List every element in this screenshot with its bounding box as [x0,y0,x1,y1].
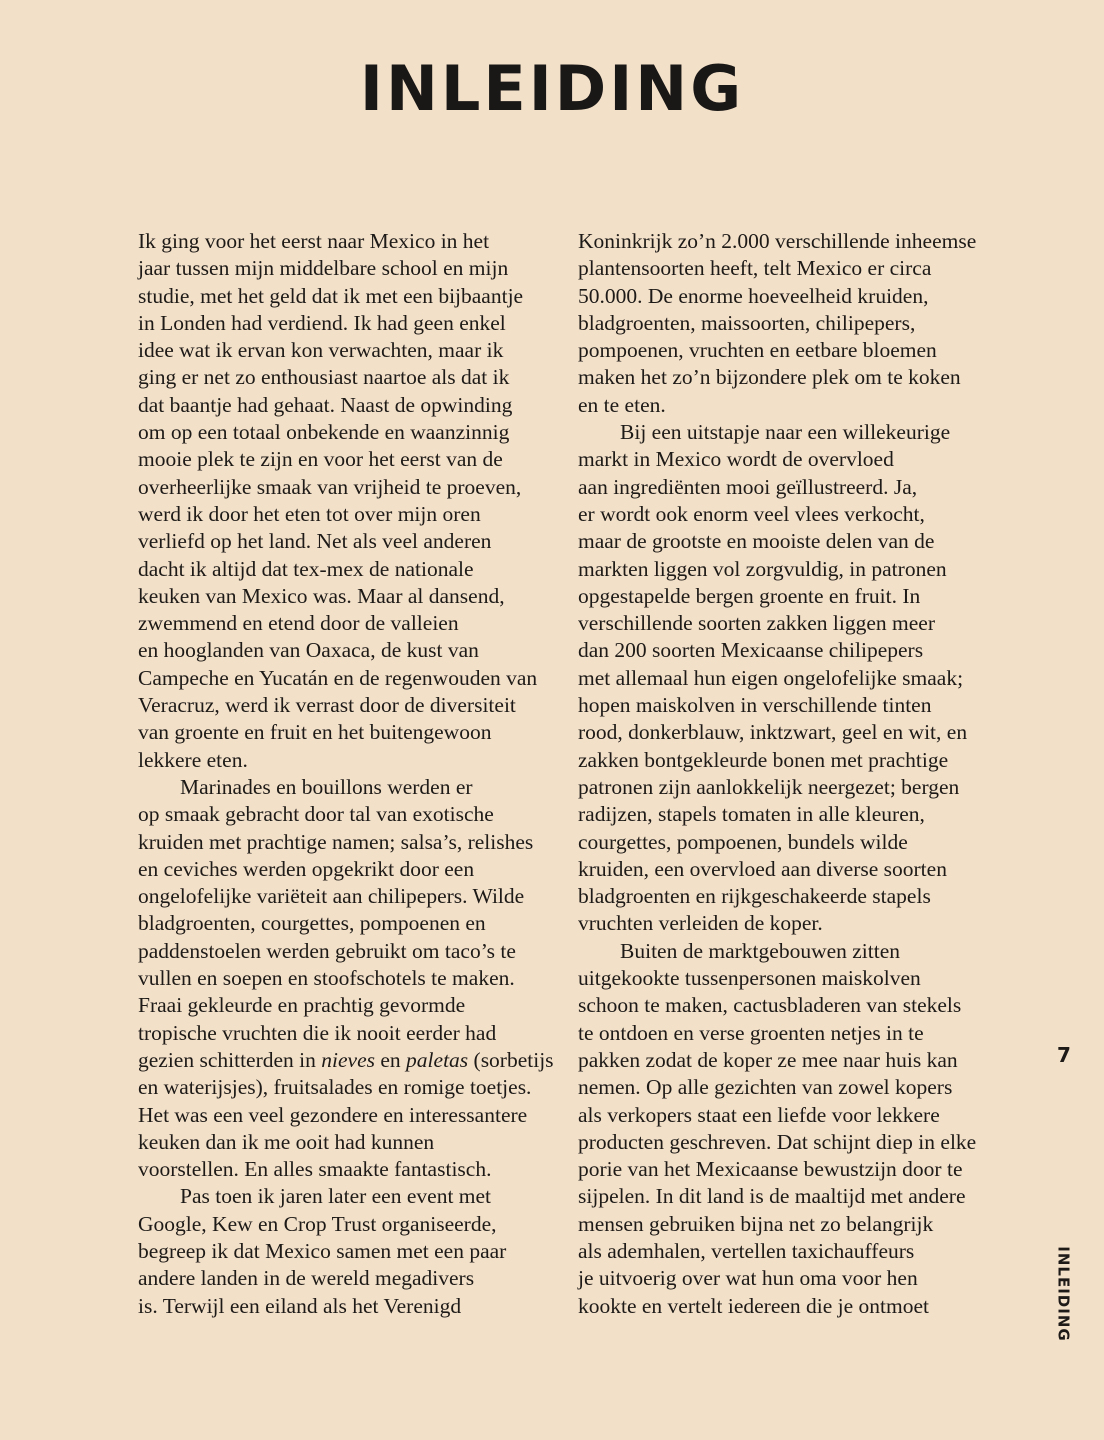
text-line: dacht ik altijd dat tex-mex de nationale [138,556,474,581]
text-line: keuken dan ik me ooit had kunnen [138,1129,435,1154]
text-line: 50.000. De enorme hoeveelheid kruiden, [578,283,929,308]
text-line: tropische vruchten die ik nooit eerder had [138,1020,497,1045]
text-line: jaar tussen mijn middelbare school en mijn [138,256,509,281]
text-line: nemen. Op alle gezichten van zowel kopers [578,1075,953,1100]
body-column-right [578,228,1018,1320]
text-line: te ontdoen en verse groenten netjes in te [578,1020,924,1045]
page-number: 7 [1057,1043,1071,1067]
text-line: begreep ik dat Mexico samen met een paar [138,1238,507,1263]
paragraph-start-line: Marinades en bouillons werden er [180,774,473,799]
text-line: rood, donkerblauw, inktzwart, geel en wit, en [578,720,968,745]
text-line: patronen zijn aanlokkelijk neergezet; bergen [578,774,960,799]
text-line: bladgroenten, courgettes, pompoenen en [138,911,486,936]
text-line: Ik ging voor het eerst naar Mexico in het [138,229,490,253]
text-line: overheerlijke smaak van vrijheid te proeven, [138,474,522,499]
text-line: dat baantje had gehaat. Naast de opwinding [138,392,513,417]
text-line: is. Terwijl een eiland als het Verenigd [138,1293,462,1318]
text-line-with-italics [138,1047,578,1074]
text-line: vullen en soepen en stoofschotels te maken. [138,966,515,991]
text-line: opgestapelde bergen groente en fruit. In [578,583,921,608]
italic-term: paletas [406,1047,469,1072]
text-line: Het was een veel gezondere en interessantere [138,1102,528,1127]
text-line: maar de grootste en mooiste delen van de [578,529,935,554]
text-line: Campeche en Yucatán en de regenwouden van [138,665,538,690]
text-line: in Londen had verdiend. Ik had geen enkel [138,310,506,335]
text-line: maken het zo’n bijzondere plek om te koken [578,365,961,390]
page-title: INLEIDING [359,52,745,125]
text-segment: gezien schitterden in [138,1047,322,1072]
text-line: kookte en vertelt iedereen die je ontmoet [578,1293,930,1318]
italic-term: nieves [321,1047,375,1072]
text-line: Koninkrijk zo’n 2.000 verschillende inheemse [578,229,977,253]
text-line: voorstellen. En alles smaakte fantastisch. [138,1157,492,1182]
paragraph-start-line: Pas toen ik jaren later een event met [180,1184,492,1209]
text-segment: en [375,1047,407,1072]
text-line: idee wat ik ervan kon verwachten, maar ik [138,338,504,363]
text-line: mensen gebruiken bijna net zo belangrijk [578,1211,934,1236]
text-line: Fraai gekleurde en prachtig gevormde [138,993,466,1018]
text-line: als ademhalen, vertellen taxichauffeurs [578,1238,915,1263]
text-line: er wordt ook enorm veel vlees verkocht, [578,501,925,526]
text-line: keuken van Mexico was. Maar al dansend, [138,583,505,608]
text-line: andere landen in de wereld megadivers [138,1266,475,1291]
text-line: ongelofelijke variëteit aan chilipepers. Wilde [138,884,525,909]
text-line: bladgroenten, maissoorten, chilipepers, [578,310,916,335]
text-line: met allemaal hun eigen ongelofelijke smaak; [578,665,964,690]
text-line: studie, met het geld dat ik met een bijbaantje [138,283,524,308]
text-line: plantensoorten heeft, telt Mexico er circa [578,256,932,281]
text-line: producten geschreven. Dat schijnt diep in elke [578,1129,977,1154]
text-line: je uitvoerig over wat hun oma voor hen [578,1266,918,1291]
text-line: hopen maiskolven in verschillende tinten [578,693,932,718]
text-line: markten liggen vol zorgvuldig, in patronen [578,556,947,581]
text-line: Google, Kew en Crop Trust organiseerde, [138,1211,497,1236]
text-line: zakken bontgekleurde bonen met prachtige [578,747,949,772]
text-line: markt in Mexico wordt de overvloed [578,447,894,472]
text-line: mooie plek te zijn en voor het eerst van de [138,447,503,472]
text-line: Veracruz, werd ik verrast door de diversiteit [138,693,516,718]
paragraph-start-line: Bij een uitstapje naar een willekeurige [620,420,951,445]
text-line: porie van het Mexicaanse bewustzijn door te [578,1157,963,1182]
body-column-left [138,228,578,1320]
text-line: paddenstoelen werden gebruikt om taco’s te [138,938,516,963]
text-line: verschillende soorten zakken liggen meer [578,611,935,636]
text-line: kruiden, een overvloed aan diverse soorten [578,856,947,881]
text-line: en waterijsjes), fruitsalades en romige toetjes. [138,1075,532,1100]
running-head [1040,1244,1088,1344]
text-line: verliefd op het land. Net als veel anderen [138,529,492,554]
text-line: bladgroenten en rijkgeschakeerde stapels [578,884,931,909]
text-line: sijpelen. In dit land is de maaltijd met andere [578,1184,966,1209]
text-line: radijzen, stapels tomaten in alle kleuren, [578,802,925,827]
text-segment: (sorbetijs [468,1047,554,1072]
text-line: om op een totaal onbekende en waanzinnig [138,420,510,445]
text-line: en ceviches werden opgekrikt door een [138,856,475,881]
text-line: en te eten. [578,392,666,417]
text-line: lekkere eten. [138,747,248,772]
text-line: zwemmend en etend door de valleien [138,611,459,636]
text-line: kruiden met prachtige namen; salsa’s, relishes [138,829,534,854]
text-line: pakken zodat de koper ze mee naar huis kan [578,1047,958,1072]
paragraph-start-line: Buiten de marktgebouwen zitten [620,938,901,963]
running-head-text: INLEIDING [1055,1246,1074,1342]
text-line: vruchten verleiden de koper. [578,911,823,936]
text-line: als verkopers staat een liefde voor lekkere [578,1102,940,1127]
text-line: aan ingrediënten mooi geïllustreerd. Ja, [578,474,918,499]
text-line: ging er net zo enthousiast naartoe als dat ik [138,365,510,390]
text-line: pompoenen, vruchten en eetbare bloemen [578,338,937,363]
text-line: schoon te maken, cactusbladeren van stekels [578,993,962,1018]
text-line: dan 200 soorten Mexicaanse chilipepers [578,638,924,663]
text-line: op smaak gebracht door tal van exotische [138,802,494,827]
text-line: courgettes, pompoenen, bundels wilde [578,829,908,854]
text-line: werd ik door het eten tot over mijn oren [138,501,481,526]
text-line: en hooglanden van Oaxaca, de kust van [138,638,479,663]
text-line: van groente en fruit en het buitengewoon [138,720,492,745]
text-line: uitgekookte tussenpersonen maiskolven [578,966,921,991]
